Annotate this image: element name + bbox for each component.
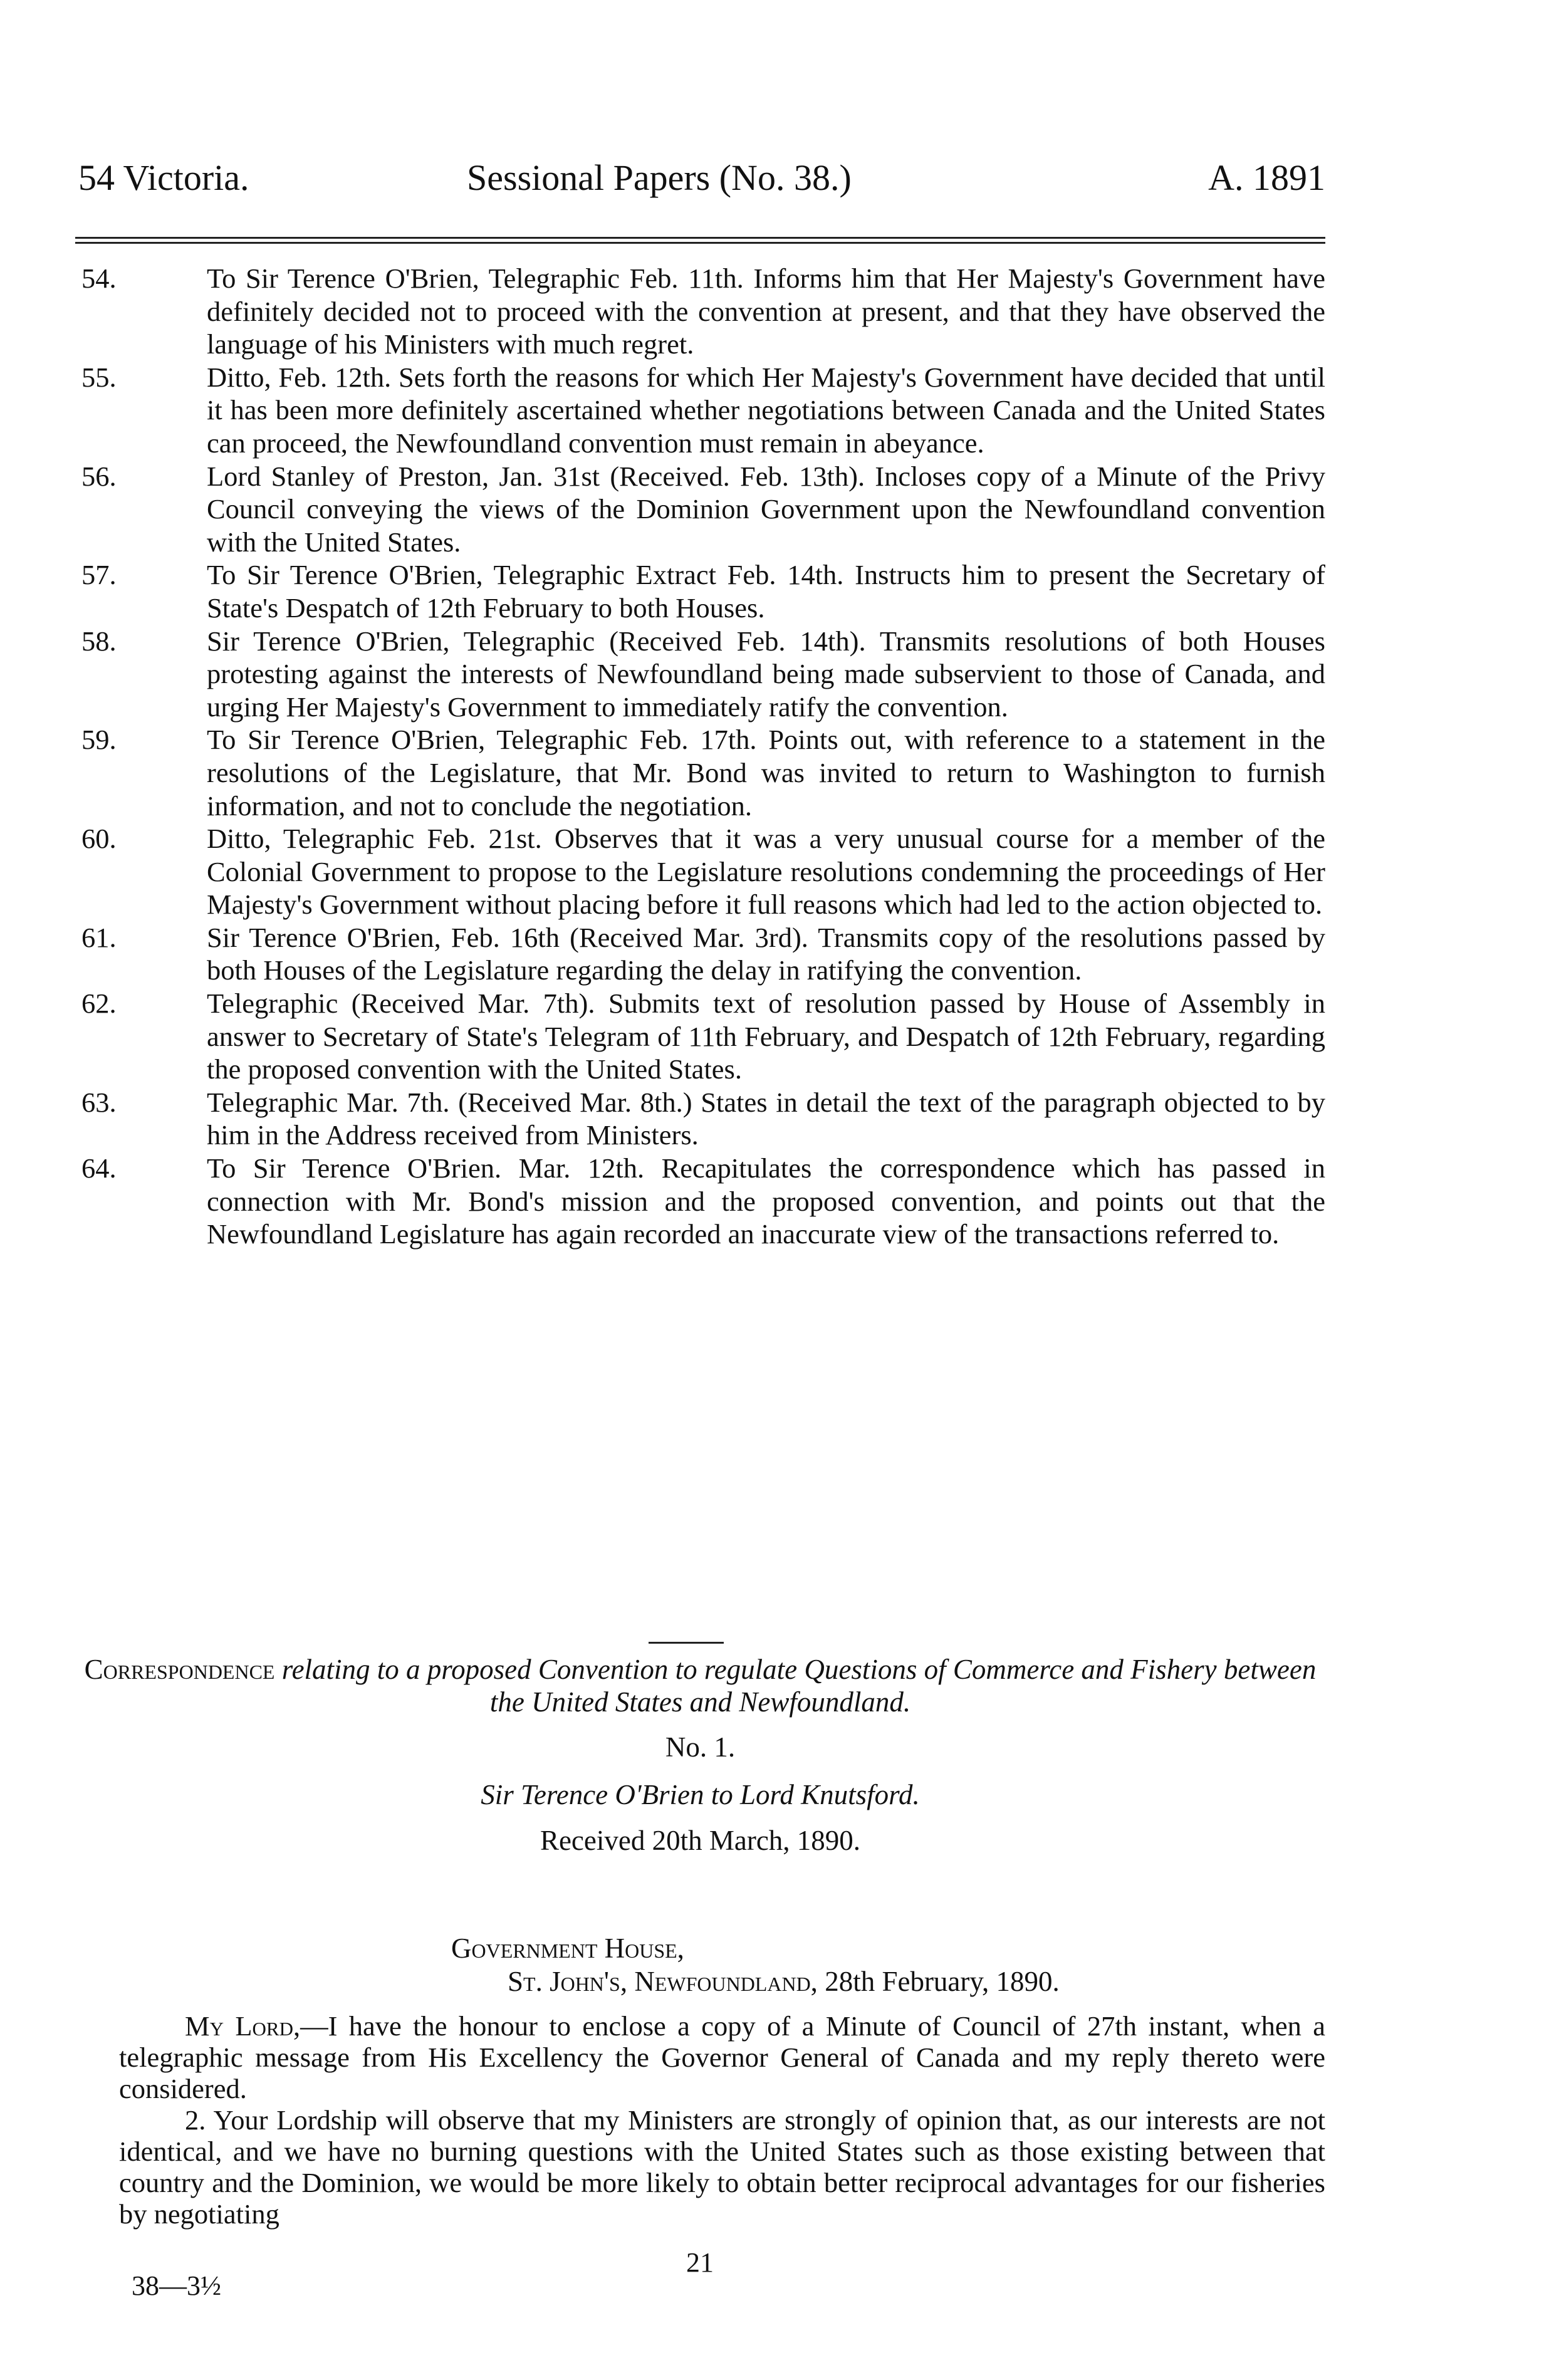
header-rule-top	[75, 237, 1325, 239]
correspondence-heading	[75, 1653, 1325, 1718]
entry-text: Ditto, Telegraphic Feb. 21st. Observes that it was a very unusual course for a member of the Colonial Government to propose to the Legislature resolutions condemning the proceedings of Her Majesty's Government without placing before it full reasons which had led to the action objected to.	[207, 823, 1325, 921]
entry-number: 63.	[81, 1086, 117, 1118]
received-date: Received 20th March, 1890.	[540, 1825, 861, 1856]
document-number: No. 1.	[665, 1731, 736, 1763]
page-number: 21	[686, 2247, 714, 2278]
index-entry	[81, 723, 1325, 822]
letter-paragraph-1	[119, 2010, 1325, 2104]
page-header	[78, 157, 1325, 207]
index-entry	[81, 921, 1325, 987]
index-entry	[81, 1152, 1325, 1251]
entry-number: 56.	[81, 460, 117, 492]
address-line-2	[508, 1965, 1060, 1998]
paragraph-text: —I have the honour to enclose a copy of a Minute of Council of 27th instant, when a telegraphic message from His Excellency the Governor General of Canada and my reply thereto were considered.	[119, 2010, 1325, 2104]
header-title: Sessional Papers (No. 38.)	[467, 157, 852, 198]
correspondence-lead: Correspondence	[84, 1654, 275, 1685]
entry-text: To Sir Terence O'Brien. Mar. 12th. Recapitulates the correspondence which has passed in connection with Mr. Bond's mission and the proposed convention, and points out that the Newfoundland Legislature has again recorded an inaccurate view of the transactions referred to.	[207, 1152, 1325, 1250]
entry-text: Ditto, Feb. 12th. Sets forth the reasons for which Her Majesty's Government have decided that until it has been more definitely ascertained whether negotiations between Canada and the United States can proceed, the Newfoundland convention must remain in abeyance.	[207, 361, 1325, 459]
index-entry	[81, 262, 1325, 361]
index-entry	[81, 822, 1325, 921]
entry-number: 64.	[81, 1152, 117, 1184]
address-date: 28th February, 1890.	[825, 1966, 1060, 1997]
entry-text: Lord Stanley of Preston, Jan. 31st (Received. Feb. 13th). Incloses copy of a Minute of the Privy Council conveying the views of the Dominion Government upon the Newfoundland convention with the United States.	[207, 460, 1325, 558]
index-entry	[81, 625, 1325, 724]
entry-text: Telegraphic (Received Mar. 7th). Submits text of resolution passed by House of Assembly in answer to Secretary of State's Telegram of 11th February, and Despatch of 12th February, regarding the proposed convention with the United States.	[207, 988, 1325, 1085]
entry-number: 57.	[81, 559, 117, 591]
entry-text: To Sir Terence O'Brien, Telegraphic Feb. 11th. Informs him that Her Majesty's Government have definitely decided not to proceed with the convention at present, and that they have observed the language of his Ministers with much regret.	[207, 263, 1325, 360]
header-rule-bottom	[75, 242, 1325, 244]
entry-text: Telegraphic Mar. 7th. (Received Mar. 8th.) States in detail the text of the paragraph objected to by him in the Address received from Ministers.	[207, 1086, 1325, 1151]
entry-text: Sir Terence O'Brien, Telegraphic (Received Feb. 14th). Transmits resolutions of both Houses protesting against the interests of Newfoundland being made subservient to those of Canada, and urging Her Majesty's Government to immediately ratify the convention.	[207, 625, 1325, 723]
correspondence-title: relating to a proposed Convention to regulate Questions of Commerce and Fishery between the United States and Newfoundland.	[281, 1654, 1317, 1718]
address-place: St. John's, Newfoundland,	[508, 1966, 818, 1997]
correspondence-index	[81, 262, 1325, 1251]
entry-text: To Sir Terence O'Brien, Telegraphic Extract Feb. 14th. Instructs him to present the Secretary of State's Despatch of 12th February to both Houses.	[207, 559, 1325, 624]
entry-text: Sir Terence O'Brien, Feb. 16th (Received Mar. 3rd). Transmits copy of the resolutions passed by both Houses of the Legislature regarding the delay in ratifying the convention.	[207, 921, 1325, 986]
index-entry	[81, 1086, 1325, 1152]
entry-number: 62.	[81, 988, 117, 1020]
entry-number: 58.	[81, 625, 117, 657]
entry-number: 55.	[81, 361, 117, 393]
document-sender-recipient: Sir Terence O'Brien to Lord Knutsford.	[481, 1779, 920, 1810]
index-entry	[81, 460, 1325, 559]
entry-number: 59.	[81, 724, 117, 756]
letter-body	[119, 2010, 1325, 2230]
entry-number: 61.	[81, 921, 117, 953]
section-divider	[649, 1642, 724, 1644]
salutation: My Lord,	[185, 2010, 301, 2042]
entry-number: 54.	[81, 263, 117, 294]
entry-text: To Sir Terence O'Brien, Telegraphic Feb. 17th. Points out, with reference to a statement in the resolutions of the Legislature, that Mr. Bond was invited to return to Washington to furnish information, and not to conclude the negotiation.	[207, 724, 1325, 822]
address-line-1: Government House,	[451, 1933, 684, 1964]
index-entry	[81, 558, 1325, 624]
index-entry	[81, 361, 1325, 460]
header-session: 54 Victoria.	[78, 157, 249, 198]
signature-mark: 38—3½	[132, 2270, 221, 2301]
letter-paragraph-2: 2. Your Lordship will observe that my Ministers are strongly of opinion that, as our interests are not identical, and we have no burning questions with the United States such as those existing between that country and the Dominion, we would be more likely to obtain better reciprocal advantages for our fisheries by negotiating	[119, 2104, 1325, 2230]
index-entry	[81, 987, 1325, 1086]
header-year: A. 1891	[1208, 157, 1325, 198]
entry-number: 60.	[81, 823, 117, 855]
